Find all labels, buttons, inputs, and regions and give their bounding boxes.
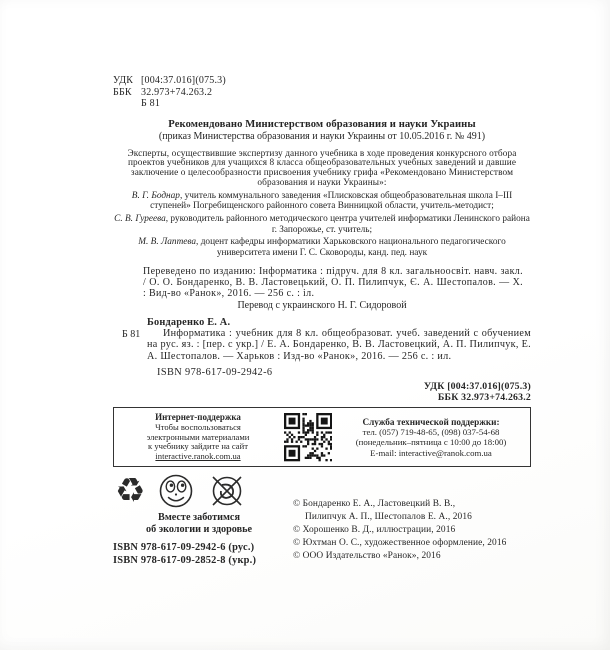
footer	[113, 472, 531, 567]
copyright-line: © Юхтман О. С., художественное оформление, 2016	[293, 537, 507, 548]
expert-description: , доцент кафедры информатики Харьковского национального педагогического университета имени Г. С. Сковороды, канд. пед. наук	[196, 237, 506, 258]
tech-support-title: Служба технической поддержки:	[362, 416, 500, 427]
internet-support-title: Интернет-поддержка	[155, 412, 241, 423]
bibliographic-description: Информатика : учебник для 8 кл. общеобразоват. учеб. заведений с обучением на рус. яз. : [пер. с укр.] / Е. А. Бондаренко, В. В. Ластовецкий, А. П. Пилипчук, Е. А. Шестопалов. — Харьков : Изд-во «Ранок», 2016. — 256 с. : ил.	[147, 327, 531, 362]
do-not-discard-icon	[207, 471, 247, 511]
tech-support-email: E-mail: interactive@ranok.com.ua	[370, 447, 492, 458]
udk-value: [004:37.016](075.3)	[141, 75, 226, 86]
isbn-ukr: ISBN 978-617-09-2852-8 (укр.)	[113, 555, 257, 567]
expert-description: , учитель коммунального заведения «Плисковская общеобразовательная школа I–III ступеней» Погребищенского районного совета Винницкой области, учитель-методист;	[150, 191, 513, 212]
bbk-right: ББК 32.973+74.263.2	[437, 391, 531, 403]
expert-name: С. В. Гуреева	[114, 214, 166, 225]
tech-support	[338, 417, 524, 459]
copyright-line: © Бондаренко Е. А., Ластовецкий В. В.,	[293, 499, 456, 510]
recommendation-block	[113, 119, 531, 143]
expert-name: В. Г. Боднар	[131, 191, 180, 202]
imprint-content	[113, 75, 531, 568]
expert-description: , руководитель районного методического центра учителей информатики Ленинского района г. Запорожье, ст. учитель;	[165, 214, 530, 235]
copyright-list	[293, 472, 531, 567]
eco-slogan	[113, 512, 285, 535]
support-site-link[interactable]: interactive.ranok.com.ua	[155, 450, 241, 461]
tech-support-phone: тел. (057) 719-48-65, (098) 037-54-68	[362, 427, 500, 438]
classification-codes-right	[113, 382, 531, 404]
internet-support-line: к учебнику зайдите на сайт	[148, 441, 248, 452]
isbn-rus: ISBN 978-617-09-2942-6 (рус.)	[113, 541, 255, 553]
smiley-icon	[158, 473, 194, 509]
expert-entry	[113, 191, 531, 212]
recommendation-title: Рекомендовано Министерством образования и науки Украины	[168, 118, 476, 130]
internet-support	[118, 413, 278, 461]
translator-credit: Перевод с украинского Н. Г. Сидоровой	[237, 299, 407, 311]
recycle-icon: ♻	[115, 471, 146, 512]
bbk-value: 32.973+74.263.2	[141, 86, 213, 98]
udk-label: УДК	[113, 75, 134, 86]
isbn-list	[113, 541, 293, 568]
copyright-line: © ООО Издательство «Ранок», 2016	[293, 550, 441, 561]
catalog-author: Бондаренко Е. А.	[147, 316, 231, 328]
expert-entry	[113, 214, 531, 235]
qr-code	[278, 413, 338, 461]
eco-slogan-line: Вместе заботимся	[158, 512, 240, 524]
bbk-line	[113, 87, 531, 99]
expert-name: М. В. Лаптева	[138, 237, 197, 248]
experts-intro: Эксперты, осуществившие экспертизу данного учебника в ходе проведения конкурсного отбора проектов учебников для учащихся 8 класса общеобразовательных учебных заведений и давшие заключение о целесообразности присвоения учебнику грифа «Рекомендовано Министерством образования и науки Украины»:	[127, 148, 517, 188]
tech-support-hours: (понедельник–пятница с 10:00 до 18:00)	[355, 437, 507, 448]
isbn-main: ISBN 978-617-09-2942-6	[157, 366, 273, 378]
copyright-line: © Хорошенко В. Д., иллюстрации, 2016	[293, 525, 456, 536]
support-box	[113, 407, 531, 467]
author-sign-code: Б 81	[141, 98, 161, 109]
footer-left	[113, 472, 293, 567]
eco-icons	[113, 472, 293, 510]
classification-codes	[113, 75, 531, 110]
bbk-label: ББК	[113, 86, 132, 98]
internet-support-line: электронными материалами	[146, 431, 250, 442]
catalog-code: Б 81	[122, 328, 141, 340]
expert-entry	[113, 237, 531, 258]
translation-source: Переведено по изданию: Інформатика : підруч. для 8 кл. загальноосвіт. навч. закл. / О. О. Бондаренко, В. В. Ластовецький, О. П. Пилипчук, Є. А. Шестопалов. — Х. : Вид-во «Ранок», 2016. — 256 с. : іл.	[143, 265, 523, 299]
catalog-card	[113, 317, 531, 378]
copyright-line: Пилипчук А. П., Шестопалов Е. А., 2016	[305, 512, 472, 523]
udk-right: УДК [004:37.016](075.3)	[423, 380, 531, 392]
recommendation-order: (приказ Министерства образования и науки Украины от 10.05.2016 г. № 491)	[158, 130, 486, 142]
eco-slogan-line: об экологии и здоровье	[145, 524, 253, 536]
udk-line	[113, 75, 531, 87]
internet-support-line: Чтобы воспользоваться	[155, 422, 241, 433]
